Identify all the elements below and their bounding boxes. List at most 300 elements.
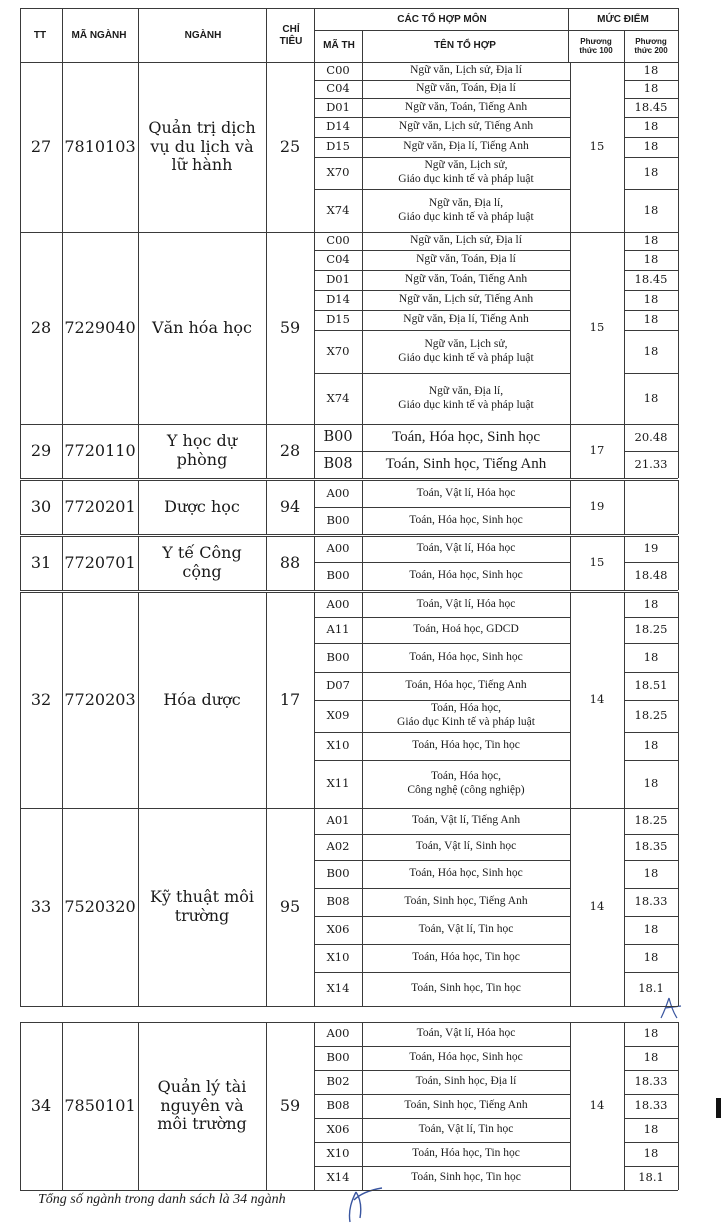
grid-line (20, 536, 678, 537)
grid-line (20, 424, 21, 478)
grid-line (138, 592, 139, 808)
grid-line (20, 1190, 678, 1191)
score-method-200: 21.33 (634, 456, 668, 471)
grid-line (62, 1022, 63, 1190)
grid-line (314, 507, 570, 508)
header-muc-diem: MỨC ĐIỂM (597, 14, 649, 26)
grid-line (20, 808, 21, 1006)
score-method-200: 20.48 (634, 429, 668, 444)
grid-line (314, 834, 570, 835)
grid-line (20, 62, 678, 63)
grid-line (678, 592, 679, 808)
combo-code: X14 (326, 1170, 350, 1185)
grid-line (570, 480, 571, 534)
grid-line (624, 972, 678, 973)
program-name: Văn hóa học (152, 317, 252, 337)
combo-code: X74 (326, 202, 350, 217)
combo-code: A11 (326, 622, 350, 637)
score-method-200: 18 (643, 1146, 659, 1161)
grid-line (624, 157, 678, 158)
program-name: Quản lý tài nguyên và môi trường (157, 1076, 247, 1134)
grid-line (20, 62, 21, 232)
score-method-200: 18 (643, 63, 659, 78)
grid-line (624, 944, 678, 945)
combo-code: B00 (326, 649, 350, 664)
score-method-100: 19 (589, 499, 605, 514)
score-method-200: 19 (643, 541, 659, 556)
combo-code: B00 (326, 512, 350, 527)
header-ma-nganh: MÃ NGÀNH (71, 30, 127, 42)
grid-line (314, 1046, 570, 1047)
grid-line (624, 834, 678, 835)
grid-line (314, 451, 570, 452)
grid-line (62, 808, 63, 1006)
combo-subjects: Ngữ văn, Lịch sử, Tiếng Anh (398, 293, 534, 306)
score-method-200: 18 (643, 343, 659, 358)
edge-marker (716, 1098, 721, 1118)
program-code: 7850101 (64, 1095, 136, 1115)
grid-line (20, 1022, 678, 1023)
combo-subjects: Toán, Hóa học, Công nghệ (công nghiệp) (407, 770, 525, 796)
program-quota: 88 (279, 552, 301, 572)
program-tt: 32 (30, 689, 52, 709)
grid-line (62, 592, 63, 808)
grid-line (568, 8, 569, 62)
grid-line (624, 189, 678, 190)
grid-line (570, 1022, 571, 1190)
grid-line (314, 1166, 570, 1167)
grid-line (314, 1022, 315, 1190)
combo-subjects: Ngữ văn, Địa lí, Giáo dục kinh tế và pháp luật (398, 384, 534, 411)
combo-code: D15 (326, 312, 350, 327)
combo-subjects: Ngữ văn, Toán, Tiếng Anh (404, 273, 528, 286)
grid-line (138, 536, 139, 590)
combo-subjects: Toán, Hóa học, Sinh học (409, 1051, 523, 1064)
grid-line (266, 808, 267, 1006)
score-method-200: 18 (643, 738, 659, 753)
score-method-200: 18.45 (634, 99, 668, 114)
header-to-hop-group: CÁC TỔ HỢP MÔN (397, 14, 487, 26)
grid-line (138, 8, 139, 62)
combo-code: B00 (323, 428, 353, 445)
grid-line (20, 536, 21, 590)
combo-subjects: Toán, Sinh học, Tiếng Anh (385, 455, 547, 472)
combo-code: D01 (326, 99, 350, 114)
combo-code: A00 (326, 541, 350, 556)
grid-line (624, 860, 678, 861)
grid-line (266, 1022, 267, 1190)
combo-code: X70 (326, 343, 350, 358)
grid-line (624, 62, 625, 232)
combo-code: X10 (326, 738, 350, 753)
score-method-200: 18 (643, 776, 659, 791)
grid-line (314, 732, 570, 733)
grid-line (314, 672, 570, 673)
combo-subjects: Toán, Hóa học, Sinh học (409, 867, 523, 880)
combo-subjects: Ngữ văn, Địa lí, Tiếng Anh (403, 140, 529, 153)
grid-line (624, 916, 678, 917)
grid-line (314, 8, 315, 62)
initial-mark (655, 996, 685, 1022)
score-method-100: 14 (589, 899, 605, 914)
grid-line (314, 137, 570, 138)
combo-code: D01 (326, 272, 350, 287)
grid-line (362, 232, 363, 424)
program-name: Y học dự phòng (166, 431, 238, 469)
grid-line (20, 480, 21, 534)
grid-line (138, 1022, 139, 1190)
score-method-200: 18.33 (634, 1074, 668, 1089)
grid-line (20, 1006, 678, 1007)
grid-line (20, 232, 678, 233)
combo-code: B08 (326, 894, 350, 909)
grid-line (678, 8, 679, 62)
combo-subjects: Toán, Hóa học, Tin học (412, 1147, 520, 1160)
combo-subjects: Toán, Hóa học, Sinh học (409, 513, 523, 526)
combo-subjects: Toán, Vật lí, Tin học (418, 1123, 514, 1136)
score-method-200: 18 (643, 252, 659, 267)
grid-line (624, 808, 625, 1006)
grid-line (62, 480, 63, 534)
signature-mark (330, 1170, 390, 1225)
score-method-200: 18 (643, 390, 659, 405)
grid-line (624, 232, 625, 424)
score-method-200: 18 (643, 119, 659, 134)
combo-subjects: Ngữ văn, Lịch sử, Giáo dục kinh tế và pháp luật (398, 337, 534, 364)
grid-line (314, 617, 570, 618)
grid-line (20, 808, 678, 809)
grid-line (314, 972, 570, 973)
combo-code: B00 (326, 568, 350, 583)
grid-line (362, 1022, 363, 1190)
combo-subjects: Toán, Vật lí, Sinh học (415, 840, 517, 853)
grid-line (314, 232, 315, 424)
grid-line (314, 1070, 570, 1071)
grid-line (362, 536, 363, 590)
combo-subjects: Toán, Sinh học, Địa lí (415, 1075, 517, 1088)
score-method-200: 18 (643, 922, 659, 937)
combo-code: C04 (326, 81, 350, 96)
grid-line (624, 480, 625, 534)
program-quota: 59 (279, 317, 301, 337)
grid-line (678, 424, 679, 478)
combo-code: A02 (326, 839, 350, 854)
grid-line (20, 590, 678, 591)
score-method-200: 18 (643, 292, 659, 307)
grid-line (624, 290, 678, 291)
combo-code: B02 (326, 1074, 350, 1089)
grid-line (138, 480, 139, 534)
grid-line (266, 424, 267, 478)
score-method-200: 18.51 (634, 678, 668, 693)
score-method-200: 18.48 (634, 568, 668, 583)
grid-line (266, 62, 267, 232)
program-quota: 28 (279, 440, 301, 460)
combo-subjects: Toán, Vật lí, Hóa học (416, 1027, 516, 1040)
score-method-200: 18 (643, 950, 659, 965)
combo-code: D14 (326, 292, 350, 307)
grid-line (266, 592, 267, 808)
grid-line (678, 808, 679, 1006)
grid-line (314, 808, 315, 1006)
grid-line (362, 30, 363, 62)
grid-line (362, 62, 363, 232)
grid-line (624, 373, 678, 374)
grid-line (624, 1094, 678, 1095)
program-code: 7720201 (64, 496, 136, 516)
grid-line (20, 592, 21, 808)
grid-line (266, 480, 267, 534)
grid-line (20, 478, 678, 479)
score-method-200: 18 (643, 81, 659, 96)
grid-line (678, 62, 679, 232)
grid-line (678, 480, 679, 534)
program-quota: 95 (279, 896, 301, 916)
program-tt: 29 (30, 440, 52, 460)
grid-line (62, 536, 63, 590)
grid-line (314, 860, 570, 861)
grid-line (20, 1022, 21, 1190)
grid-line (314, 250, 570, 251)
grid-line (570, 592, 571, 808)
score-method-100: 14 (589, 1098, 605, 1113)
grid-line (624, 98, 678, 99)
grid-line (314, 944, 570, 945)
grid-line (624, 672, 678, 673)
grid-line (624, 643, 678, 644)
grid-line (314, 916, 570, 917)
header-nganh: NGÀNH (184, 30, 222, 42)
grid-line (20, 232, 21, 424)
score-method-200: 18 (643, 165, 659, 180)
score-method-100: 17 (589, 443, 605, 458)
grid-line (20, 592, 678, 593)
grid-line (624, 1022, 625, 1190)
grid-line (678, 232, 679, 424)
combo-code: D07 (326, 678, 350, 693)
header-pt100: Phương thức 100 (579, 36, 613, 55)
combo-code: C00 (326, 63, 350, 78)
program-code: 7720110 (64, 440, 136, 460)
combo-code: B00 (326, 866, 350, 881)
grid-line (624, 1166, 678, 1167)
score-method-200: 18.45 (634, 272, 668, 287)
grid-line (624, 732, 678, 733)
combo-code: X06 (326, 922, 350, 937)
combo-subjects: Toán, Hóa học, Tin học (412, 739, 520, 752)
grid-line (314, 536, 315, 590)
combo-subjects: Ngữ văn, Lịch sử, Giáo dục kinh tế và pháp luật (398, 159, 534, 185)
grid-line (624, 888, 678, 889)
score-method-200: 18 (643, 1122, 659, 1137)
program-tt: 31 (30, 552, 52, 572)
grid-line (62, 424, 63, 478)
program-code: 7720701 (64, 552, 136, 572)
grid-line (624, 536, 625, 590)
grid-line (138, 62, 139, 232)
grid-line (314, 562, 570, 563)
score-method-200: 18.1 (638, 981, 664, 996)
header-ten-to-hop: TÊN TỔ HỢP (434, 40, 496, 52)
combo-subjects: Toán, Hóa học, Sinh học (409, 650, 523, 663)
grid-line (624, 451, 678, 452)
combo-code: B00 (326, 1050, 350, 1065)
score-method-200: 18 (643, 649, 659, 664)
grid-line (624, 250, 678, 251)
combo-subjects: Toán, Vật lí, Hóa học (416, 542, 516, 555)
grid-line (62, 62, 63, 232)
grid-line (624, 310, 678, 311)
grid-line (314, 760, 570, 761)
program-code: 7229040 (64, 317, 136, 337)
combo-code: A01 (326, 813, 350, 828)
grid-line (138, 424, 139, 478)
grid-line (314, 643, 570, 644)
grid-line (624, 562, 678, 563)
program-name: Dược học (164, 496, 240, 516)
combo-code: X70 (326, 165, 350, 180)
combo-subjects: Ngữ văn, Toán, Địa lí (416, 253, 516, 266)
combo-subjects: Toán, Hóa học, Sinh học (409, 569, 523, 582)
score-method-200: 18 (643, 312, 659, 327)
combo-code: D14 (326, 119, 350, 134)
grid-line (314, 1118, 570, 1119)
score-method-200: 18.25 (634, 622, 668, 637)
combo-subjects: Toán, Vật lí, Hóa học (416, 486, 516, 499)
score-method-200: 18 (643, 139, 659, 154)
grid-line (624, 80, 678, 81)
grid-line (62, 8, 63, 62)
grid-line (314, 888, 570, 889)
grid-line (20, 480, 678, 481)
program-code: 7720203 (64, 689, 136, 709)
score-method-100: 14 (589, 692, 605, 707)
grid-line (314, 290, 570, 291)
combo-subjects: Toán, Hóa học, Tiếng Anh (405, 679, 527, 692)
combo-code: X74 (326, 390, 350, 405)
combo-code: X11 (326, 776, 350, 791)
combo-subjects: Toán, Hóa học, Sinh học (391, 428, 541, 445)
header-pt200: Phương thức 200 (634, 36, 668, 55)
combo-code: A00 (326, 596, 350, 611)
combo-subjects: Toán, Vật lí, Tin học (418, 923, 514, 936)
grid-line (624, 330, 678, 331)
program-code: 7520320 (64, 896, 136, 916)
combo-subjects: Ngữ văn, Lịch sử, Địa lí (410, 64, 522, 77)
combo-subjects: Toán, Hóa học, Giáo dục Kinh tế và pháp luật (397, 702, 535, 728)
grid-line (314, 700, 570, 701)
grid-line (314, 310, 570, 311)
grid-line (314, 330, 570, 331)
grid-line (314, 157, 570, 158)
grid-line (624, 1118, 678, 1119)
grid-line (624, 30, 625, 62)
score-method-200: 18.1 (638, 1170, 664, 1185)
grid-line (20, 8, 21, 62)
grid-line (678, 536, 679, 590)
grid-line (266, 232, 267, 424)
header-tt: TT (33, 30, 47, 42)
grid-line (62, 232, 63, 424)
program-name: Hóa dược (163, 689, 241, 709)
grid-line (138, 808, 139, 1006)
header-chi-tieu: CHỈ TIÊU (279, 24, 303, 47)
combo-code: X10 (326, 1146, 350, 1161)
combo-subjects: Toán, Sinh học, Tiếng Anh (404, 895, 528, 908)
score-method-200: 18.33 (634, 894, 668, 909)
grid-line (314, 80, 570, 81)
combo-code: A00 (326, 485, 350, 500)
score-method-200 (624, 480, 678, 507)
grid-line (314, 62, 315, 232)
combo-subjects: Toán, Sinh học, Tiếng Anh (404, 1099, 528, 1112)
combo-subjects: Toán, Sinh học, Tin học (411, 1171, 521, 1184)
program-name: Kỹ thuật môi trường (149, 887, 255, 925)
grid-line (138, 232, 139, 424)
score-method-200: 18.25 (634, 813, 668, 828)
combo-code: B08 (323, 455, 353, 472)
program-tt: 33 (30, 896, 52, 916)
program-quota: 25 (279, 136, 301, 156)
grid-line (570, 232, 571, 424)
header-ma-th: MÃ TH (323, 40, 355, 52)
grid-line (314, 117, 570, 118)
grid-line (314, 1094, 570, 1095)
grid-line (20, 8, 678, 9)
grid-line (570, 808, 571, 1006)
grid-line (314, 1142, 570, 1143)
program-name: Y tế Công cộng (162, 543, 242, 581)
combo-code: X14 (326, 981, 350, 996)
score-method-200 (624, 507, 678, 534)
score-method-200: 18.25 (634, 708, 668, 723)
combo-subjects: Ngữ văn, Lịch sử, Tiếng Anh (398, 120, 534, 133)
score-method-200: 18 (643, 596, 659, 611)
grid-line (314, 98, 570, 99)
score-method-200: 18.35 (634, 839, 668, 854)
grid-line (570, 536, 571, 590)
program-tt: 30 (30, 496, 52, 516)
score-method-200: 18 (643, 1050, 659, 1065)
combo-subjects: Toán, Vật lí, Hóa học (416, 597, 516, 610)
grid-line (314, 189, 570, 190)
combo-code: A00 (326, 1026, 350, 1041)
grid-line (624, 117, 678, 118)
program-tt: 34 (30, 1095, 52, 1115)
grid-line (624, 700, 678, 701)
program-tt: 28 (30, 317, 52, 337)
grid-line (624, 270, 678, 271)
grid-line (624, 137, 678, 138)
combo-subjects: Ngữ văn, Lịch sử, Địa lí (410, 234, 522, 247)
combo-code: X06 (326, 1122, 350, 1137)
combo-subjects: Ngữ văn, Toán, Địa lí (416, 82, 516, 95)
combo-subjects: Toán, Hoá học, GDCD (413, 623, 519, 636)
grid-line (20, 534, 678, 535)
combo-code: X10 (326, 950, 350, 965)
program-name: Quản trị dịch vụ du lịch và lữ hành (148, 117, 256, 175)
score-method-200: 18 (643, 866, 659, 881)
combo-code: C00 (326, 233, 350, 248)
score-method-100: 15 (589, 139, 605, 154)
grid-line (570, 62, 571, 232)
score-method-200: 18 (643, 202, 659, 217)
combo-subjects: Toán, Sinh học, Tin học (411, 982, 521, 995)
grid-line (624, 1070, 678, 1071)
grid-line (624, 617, 678, 618)
combo-code: C04 (326, 252, 350, 267)
score-method-200: 18 (643, 1026, 659, 1041)
